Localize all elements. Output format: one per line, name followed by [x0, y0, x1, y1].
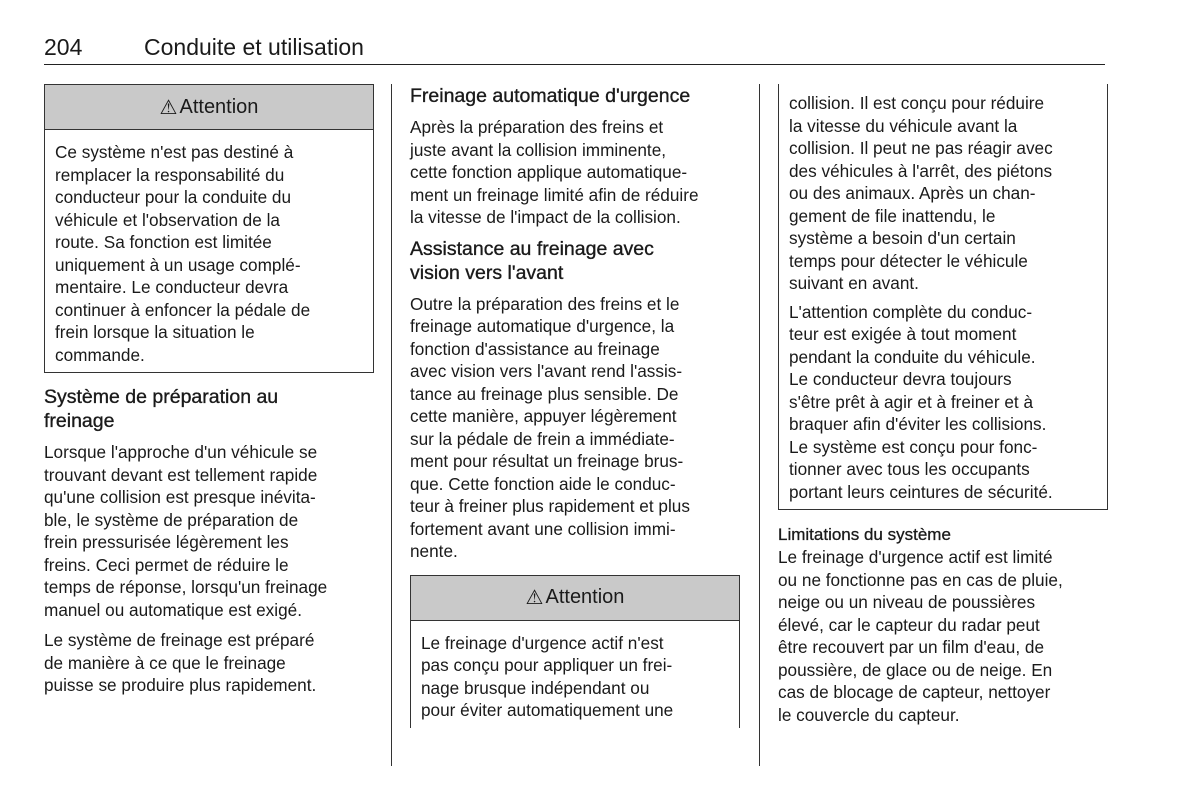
warning-triangle-icon: ⚠ — [159, 96, 178, 119]
paragraph: Lorsque l'approche d'un véhicule se trouvant devant est tellement rapide qu'une collision est presque inévita- ble, le système de préparation de frein pressurisée légèrement les freins. Ceci permet de réduire le temps de réponse, lorsqu'un freinage manuel ou automatique est exigé. — [44, 442, 328, 620]
page-number: 204 — [44, 34, 83, 60]
section-heading-forward-vision: Assistance au freinage avec vision vers l'avant — [410, 237, 654, 284]
section-heading-emergency-braking: Freinage automatique d'urgence — [410, 85, 691, 107]
warning-text: L'attention complète du conduc- teur est exigée à tout moment pendant la conduite du véhicule. Le conducteur devra toujours s'être prêt à agir et à freiner et à braquer afin d'éviter les collisions. Le système est conçu pour fonc- tionner avec tous les occupants portant leurs ceintures de sécurité. — [789, 301, 1053, 502]
warning-box-continued — [778, 84, 1108, 510]
warning-text: Ce système n'est pas destiné à remplacer la responsabilité du conducteur pour la conduite du véhicule et l'observation de la route. Sa fonction est limitée uniquement à un usage complé- mentaire. Le conducteur devra continuer à enfoncer la pédale de frein lorsque la situation le commande. — [55, 142, 311, 365]
warning-title: Attention — [179, 95, 259, 118]
column-1 — [44, 84, 374, 705]
page-header — [44, 34, 1105, 65]
column-divider-right — [759, 84, 760, 766]
column-2 — [410, 84, 740, 728]
paragraph: Outre la préparation des freins et le freinage automatique d'urgence, la fonction d'assistance au freinage avec vision vers l'avant rend l'assis- tance au freinage plus sensible. De cette manière, appuyer légèrement sur la pédale de frein a immédiate- ment pour résultat un freinage brus- que. Cette fonction aide le conduc- teur à freiner plus rapidement et plus fortement avant une collision immi- nente. — [410, 293, 690, 561]
warning-title: Attention — [545, 586, 625, 608]
warning-box-header — [411, 576, 739, 621]
column-divider-left — [391, 84, 392, 766]
chapter-title: Conduite et utilisation — [144, 34, 364, 60]
paragraph: Le système de freinage est préparé de manière à ce que le freinage puisse se produire plus rapidement. — [44, 630, 317, 695]
warning-text: Le freinage d'urgence actif n'est pas conçu pour appliquer un frei- nage brusque indépendant ou pour éviter automatiquement une — [421, 632, 674, 720]
warning-box-header — [45, 85, 373, 130]
paragraph: Le freinage d'urgence actif est limité ou ne fonctionne pas en cas de pluie, neige ou un niveau de poussières élevé, car le capteur du radar peut être recouvert par un film d'eau, de poussière, de glace ou de neige. En cas de blocage de capteur, nettoyer le couvercle du capteur. — [778, 547, 1063, 725]
paragraph: Après la préparation des freins et juste avant la collision imminente, cette fonction applique automatique- ment un freinage limité afin de réduire la vitesse de l'impact de la collision. — [410, 117, 699, 227]
subheading-limitations: Limitations du système — [778, 525, 951, 544]
column-3 — [778, 84, 1108, 734]
warning-triangle-icon: ⚠ — [525, 587, 544, 609]
section-heading-preparation: Système de préparation au freinage — [44, 386, 279, 432]
warning-box-body — [45, 130, 373, 372]
warning-box-body — [411, 621, 739, 728]
warning-text: collision. Il est conçu pour réduire la vitesse du véhicule avant la collision. Il peut ne pas réagir avec des véhicules à l'arrêt, des piétons ou des animaux. Après un chan- gement de file inattendu, le système a besoin d'un certain temps pour détecter le véhicule suivant en avant. — [789, 93, 1053, 293]
warning-box — [44, 84, 374, 373]
warning-box — [410, 575, 740, 728]
